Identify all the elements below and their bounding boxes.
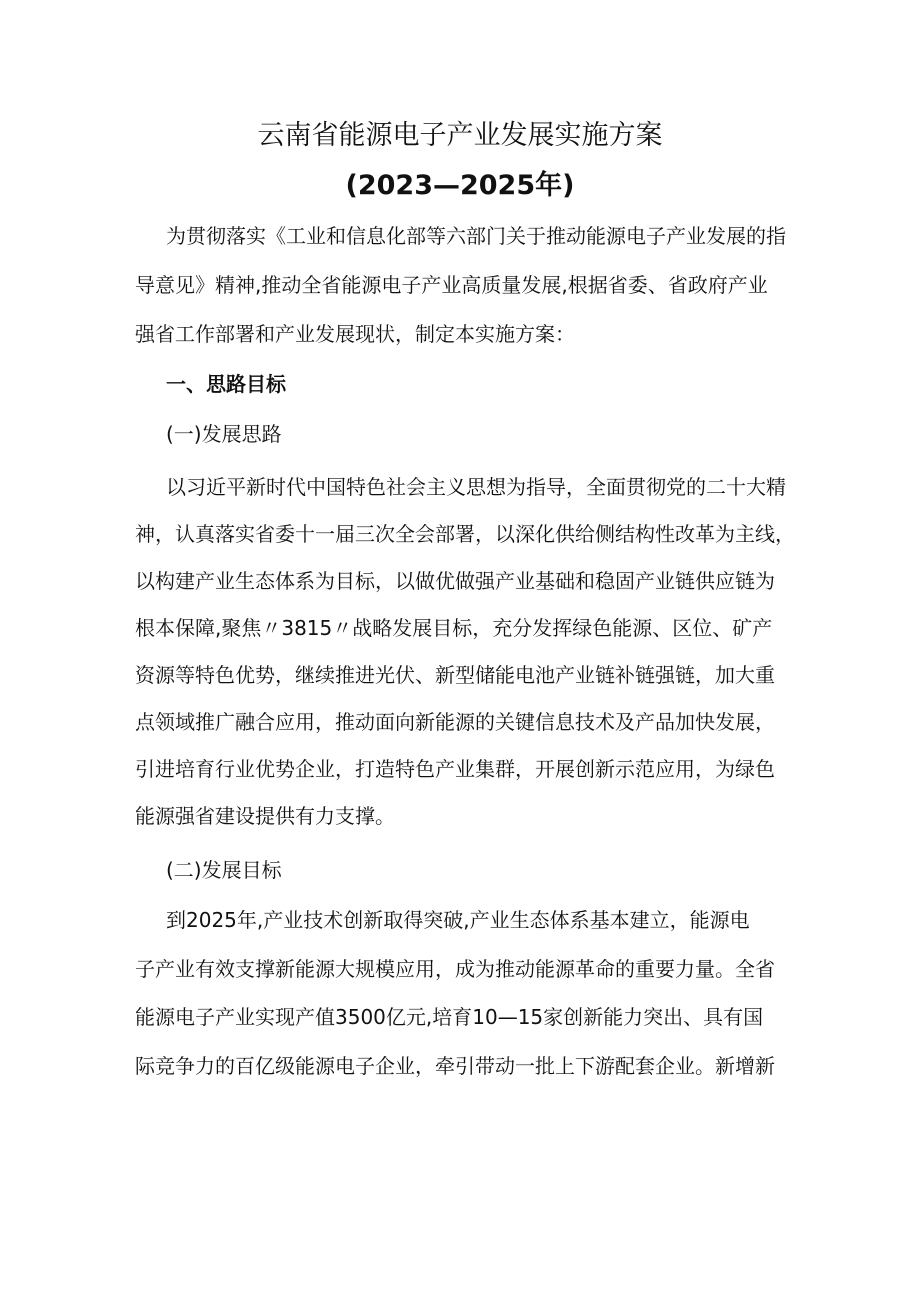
subsection-1-line-6: 点领域推广融合应用，推动面向新能源的关键信息技术及产品加快发展， [135,710,775,734]
section-heading-1: 一、思路目标 [166,372,286,396]
subsection-1-line-1: 以习近平新时代中国特色社会主义思想为指导，全面贯彻党的二十大精 [166,475,786,499]
subsection-1-line-8: 能源强省建设提供有力支撑。 [135,804,395,828]
intro-line-1: 为贯彻落实《工业和信息化部等六部门关于推动能源电子产业发展的指 [166,224,786,248]
subsection-1-line-4: 根本保障,聚焦〃3815〃战略发展目标，充分发挥绿色能源、区位、矿产 [135,616,773,640]
subsection-1-line-2: 神，认真落实省委十一届三次全会部署，以深化供给侧结构性改革为主线， [135,522,795,546]
intro-line-3: 强省工作部署和产业发展现状，制定本实施方案： [135,322,575,346]
subsection-1-line-5: 资源等特色优势，继续推进光伏、新型储能电池产业链补链强链，加大重 [135,663,775,687]
subsection-heading-1: (一)发展思路 [166,422,282,446]
subsection-2-line-4: 际竞争力的百亿级能源电子企业，牵引带动一批上下游配套企业。新增新 [135,1054,775,1078]
subsection-1-line-3: 以构建产业生态体系为目标，以做优做强产业基础和稳固产业链供应链为 [135,569,775,593]
document-title: 云南省能源电子产业发展实施方案 [257,120,663,151]
subsection-heading-2: (二)发展目标 [166,858,282,882]
subsection-2-line-2: 子产业有效支撑新能源大规模应用，成为推动能源革命的重要力量。全省 [135,957,775,981]
intro-line-2: 导意见》精神,推动全省能源电子产业高质量发展,根据省委、省政府产业 [135,273,768,297]
subsection-1-line-7: 引进培育行业优势企业，打造特色产业集群，开展创新示范应用，为绿色 [135,757,775,781]
subsection-2-line-1: 到2025年,产业技术创新取得突破,产业生态体系基本建立，能源电 [166,908,750,932]
document-subtitle: (2023—2025年) [345,170,575,201]
subsection-2-line-3: 能源电子产业实现产值3500亿元,培育10—15家创新能力突出、具有国 [135,1005,764,1029]
